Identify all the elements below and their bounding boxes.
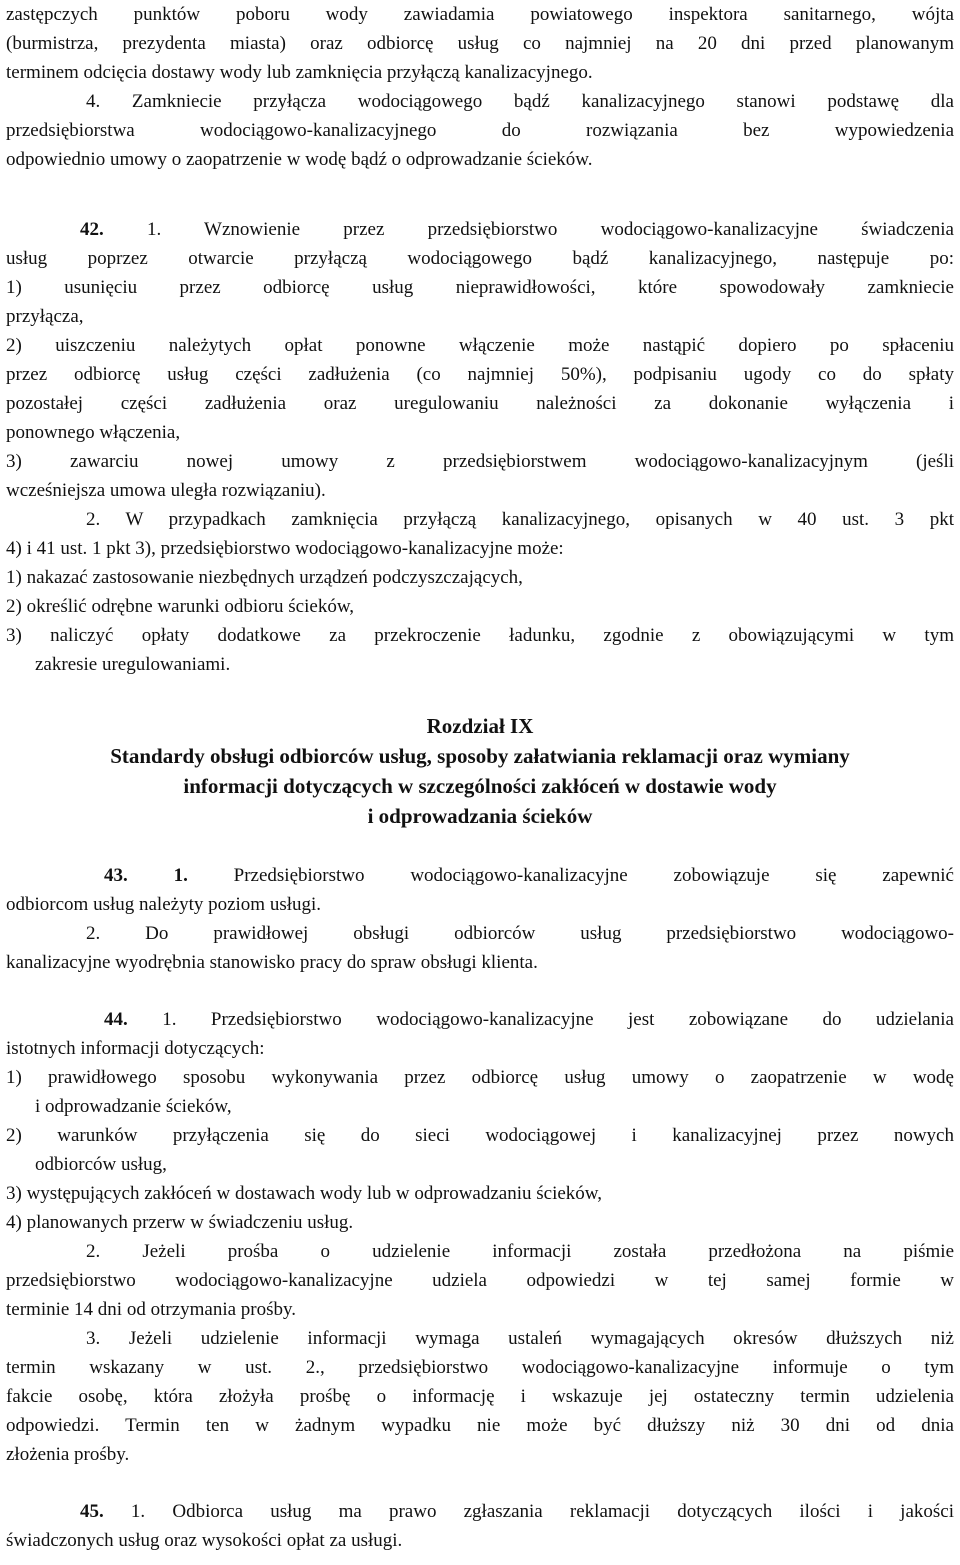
text-line: (burmistrza, prezydenta miasta) oraz odbiorcę usług co najmniej na 20 dni przed planowanym (6, 33, 954, 54)
text-line: odpowiedzi. Termin ten w żadnym wypadku nie może być dłuższy niż 30 dni od dnia (6, 1415, 954, 1436)
text-line: odbiorcom usług należyty poziom usługi. (6, 894, 322, 915)
text-line: termin wskazany w ust. 2., przedsiębiorstwo wodociągowo-kanalizacyjne informuje o tym (6, 1357, 954, 1378)
text-line: 1) nakazać zastosowanie niezbędnych urządzeń podczyszczających, (6, 567, 523, 588)
intro-paragraph (6, 0, 954, 174)
chapter-title: Rozdział IX (426, 714, 534, 738)
text-line: 2. W przypadkach zamknięcia przyłączą kanalizacyjnego, opisanych w 40 ust. 3 pkt (86, 509, 954, 530)
text-line: ponownego włączenia, (6, 422, 181, 443)
text-line: usług poprzez otwarcie przyłączą wodociągowego bądź kanalizacyjnego, następuje po: (6, 248, 954, 269)
text-line: 3) naliczyć opłaty dodatkowe za przekroczenie ładunku, zgodnie z obowiązującymi w tym (6, 625, 954, 646)
chapter-heading (6, 711, 954, 831)
text-line: przyłącza, (6, 306, 84, 327)
chapter-subtitle-line: Standardy obsługi odbiorców usług, sposoby załatwiania reklamacji oraz wymiany (110, 744, 850, 768)
text-line: pozostałej części zadłużenia oraz uregulowaniu należności za dokonanie wyłączenia i (6, 393, 954, 414)
section-number: 45. (80, 1501, 104, 1522)
section-45 (6, 1497, 954, 1555)
text-span: 1. Odbiorca usług ma prawo zgłaszania reklamacji dotyczących ilości i jakości (103, 1501, 954, 1522)
text-line: kanalizacyjne wyodrębnia stanowisko pracy do spraw obsługi klienta. (6, 952, 538, 973)
text-line: świadczonych usług oraz wysokości opłat za usługi. (6, 1530, 403, 1551)
spacer (6, 831, 954, 861)
text-line: 2) warunków przyłączenia się do sieci wodociągowej i kanalizacyjnej przez nowych (6, 1125, 954, 1146)
text-span: 1. Wznowienie przez przedsiębiorstwo wodociągowo-kanalizacyjne świadczenia (103, 219, 954, 240)
spacer (6, 977, 954, 1005)
text-line: 2. Do prawidłowej obsługi odbiorców usług przedsiębiorstwo wodociągowo- (86, 923, 954, 944)
text-line: zakresie uregulowaniami. (35, 654, 231, 675)
text-span: Przedsiębiorstwo wodociągowo-kanalizacyjne zobowiązuje się zapewnić (187, 865, 954, 886)
text-line: 3) występujących zakłóceń w dostawach wody lub w odprowadzaniu ścieków, (6, 1183, 603, 1204)
text-line: 1) usunięciu przez odbiorcę usług nieprawidłowości, które spowodowały zamkniecie (6, 277, 954, 298)
text-line: 2. Jeżeli prośba o udzielenie informacji została przedłożona na piśmie (86, 1241, 954, 1262)
chapter-subtitle-line: informacji dotyczących w szczególności zakłóceń w dostawie wody (183, 774, 777, 798)
text-line: odbiorców usług, (35, 1154, 167, 1175)
text-line: 1) prawidłowego sposobu wykonywania przez odbiorcę usług umowy o zaopatrzenie w wodę (6, 1067, 954, 1088)
section-42 (6, 215, 954, 679)
section-43 (6, 861, 954, 977)
text-line: i odprowadzanie ścieków, (35, 1096, 232, 1117)
text-line: 4. Zamkniecie przyłącza wodociągowego bądź kanalizacyjnego stanowi podstawę dla (86, 91, 954, 112)
text-line: terminem odcięcia dostawy wody lub zamknięcia przyłączą kanalizacyjnego. (6, 62, 593, 83)
text-line: przez odbiorcę usług części zadłużenia (co najmniej 50%), podpisaniu ugody co do spłaty (6, 364, 954, 385)
text-line: fakcie osobę, która złożyła prośbę o informację i wskazuje jej ostateczny termin udzielenia (6, 1386, 954, 1407)
text-line: 4) planowanych przerw w świadczeniu usług. (6, 1212, 354, 1233)
spacer (6, 174, 954, 215)
text-line: 3) zawarciu nowej umowy z przedsiębiorstwem wodociągowo-kanalizacyjnym (jeśli (6, 451, 954, 472)
text-line: 3. Jeżeli udzielenie informacji wymaga ustaleń wymagających okresów dłuższych niż (86, 1328, 954, 1349)
text-line: 4) i 41 ust. 1 pkt 3), przedsiębiorstwo wodociągowo-kanalizacyjne może: (6, 538, 564, 559)
section-44 (6, 1005, 954, 1469)
text-span: 1. Przedsiębiorstwo wodociągowo-kanalizacyjne jest zobowiązane do udzielania (127, 1009, 954, 1030)
section-heading-line (6, 1005, 954, 1034)
spacer (6, 1469, 954, 1497)
section-number: 44. (104, 1009, 128, 1030)
text-line: zastępczych punktów poboru wody zawiadamia powiatowego inspektora sanitarnego, wójta (6, 4, 954, 25)
chapter-subtitle-line: i odprowadzania ścieków (367, 804, 593, 828)
text-line: wcześniejsza umowa uległa rozwiązaniu). (6, 480, 326, 501)
text-line: 2) określić odrębne warunki odbioru ścieków, (6, 596, 355, 617)
text-line: złożenia prośby. (6, 1444, 130, 1465)
section-number: 43. 1. (104, 865, 188, 886)
spacer (6, 679, 954, 711)
section-heading-line (6, 215, 954, 244)
text-line: przedsiębiorstwo wodociągowo-kanalizacyjne udziela odpowiedzi w tej samej formie w (6, 1270, 954, 1291)
text-line: terminie 14 dni od otrzymania prośby. (6, 1299, 297, 1320)
section-heading-line (6, 1497, 954, 1526)
text-line: istotnych informacji dotyczących: (6, 1038, 265, 1059)
text-line: 2) uiszczeniu należytych opłat ponowne włączenie może nastąpić dopiero po spłaceniu (6, 335, 954, 356)
section-heading-line (6, 861, 954, 890)
text-line: przedsiębiorstwa wodociągowo-kanalizacyjnego do rozwiązania bez wypowiedzenia (6, 120, 954, 141)
text-line: odpowiednio umowy o zaopatrzenie w wodę bądź o odprowadzanie ścieków. (6, 149, 593, 170)
section-number: 42. (80, 219, 104, 240)
